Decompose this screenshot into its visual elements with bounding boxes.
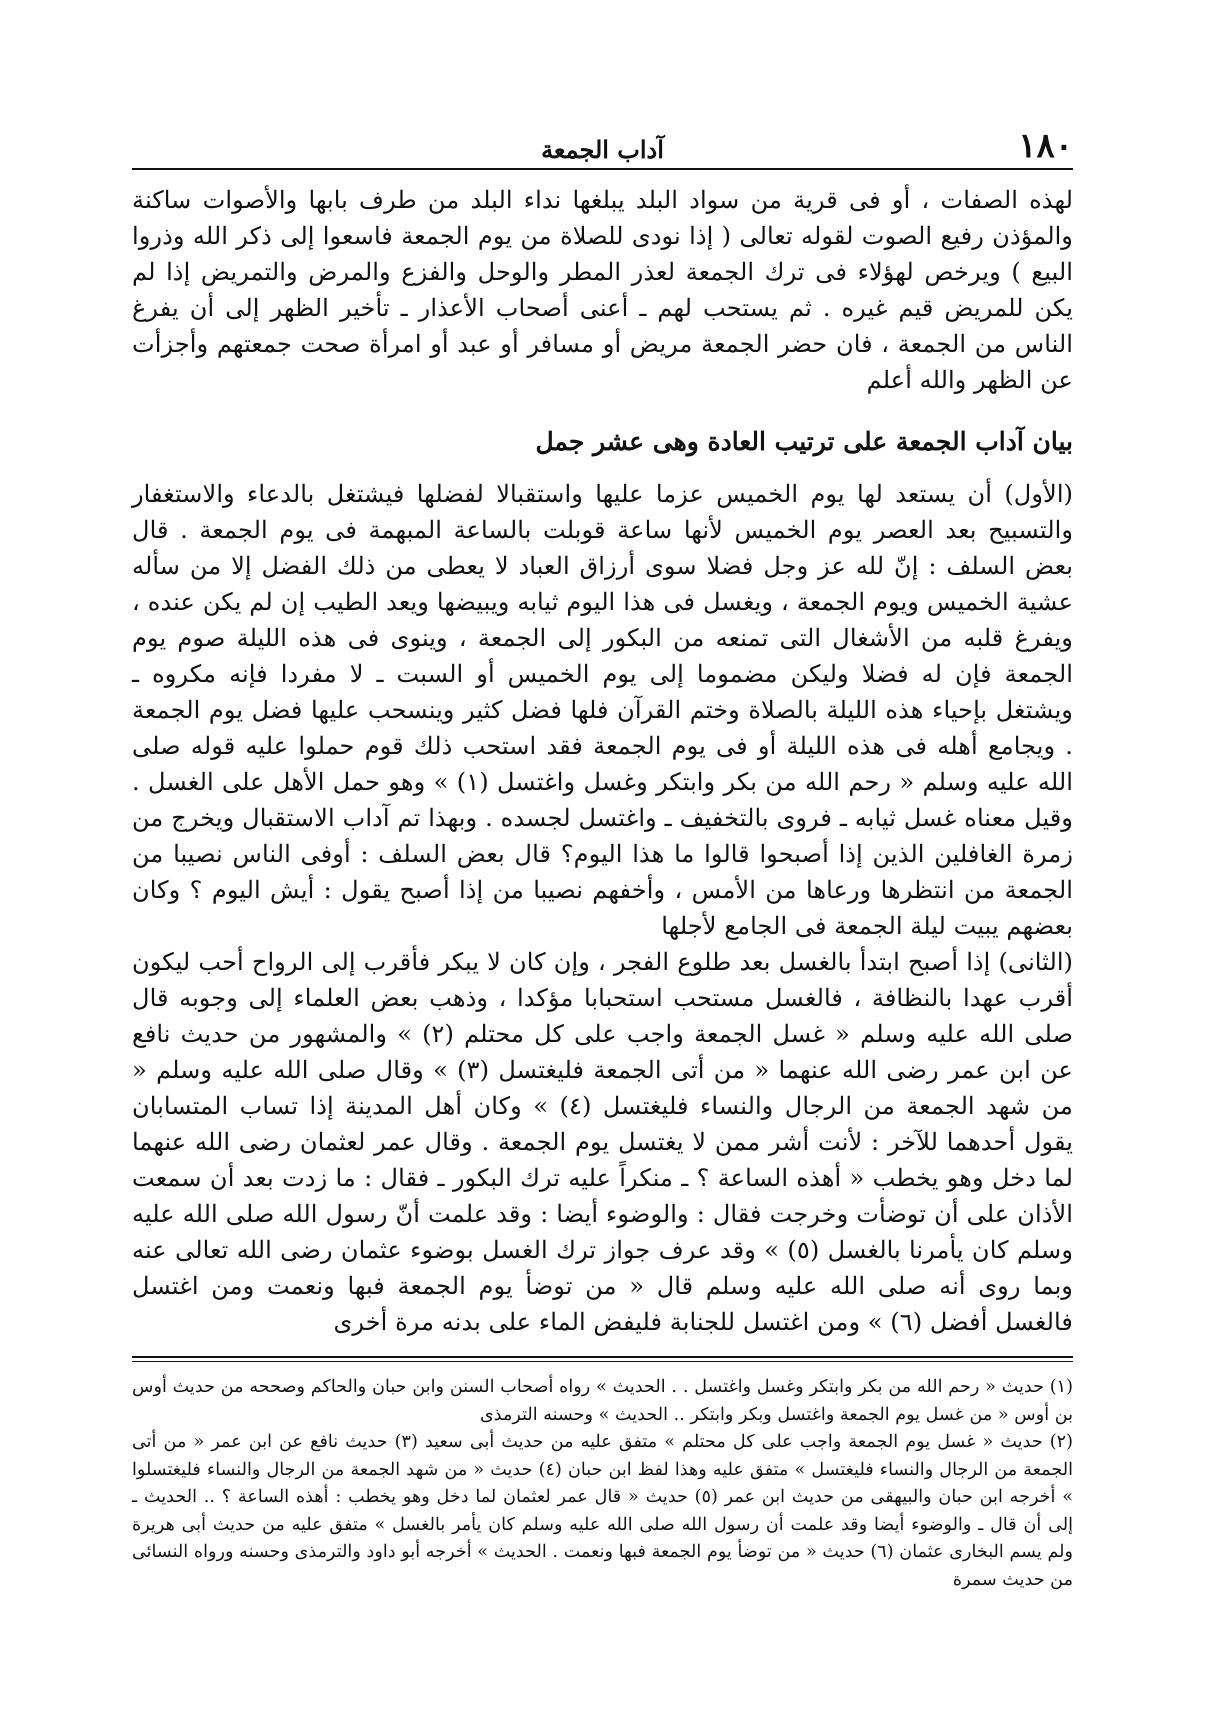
page-number: ١٨٠	[1018, 126, 1073, 166]
running-title: آداب الجمعة	[541, 135, 664, 164]
main-text	[132, 182, 1073, 1340]
section-title: بيان آداب الجمعة على ترتيب العادة وهى عشر جمل	[535, 427, 1073, 456]
footnotes	[132, 1374, 1073, 1594]
page-header	[132, 126, 1073, 170]
footnote-divider	[132, 1356, 1073, 1362]
paragraph-first-etiquette: (الأول) أن يستعد لها يوم الخميس عزما عليها واستقبالا لفضلها فيشتغل بالدعاء والاستغفار والتسبيح بعد العصر يوم الخميس لأنها ساعة قوبلت بالساعة المبهمة فى يوم الجمعة . قال بعض السلف : إنّ لله عز وجل فضلا سوى أرزاق العباد لا يعطى من ذلك الفضل إلا من سأله عشية الخميس ويوم الجمعة ، ويغسل فى هذا اليوم ثيابه ويبيضها ويعد الطيب إن لم يكن عنده ، ويفرغ قلبه من الأشغال التى تمنعه من البكور إلى الجمعة ، وينوى فى هذه الليلة صوم يوم الجمعة فإن له فضلا وليكن مضموما إلى يوم الخميس أو السبت ـ لا مفردا فإنه مكروه ـ ويشتغل بإحياء هذه الليلة بالصلاة وختم القرآن فلها فضل كثير وينسحب عليها فضل يوم الجمعة . ويجامع أهله فى هذه الليلة أو فى يوم الجمعة فقد استحب ذلك قوم حملوا عليه قوله صلى الله عليه وسلم « رحم الله من بكر وابتكر وغسل واغتسل (١) » وهو حمل الأهل على الغسل . وقيل معناه غسل ثيابه ـ فروى بالتخفيف ـ واغتسل لجسده . وبهذا تم آداب الاستقبال ويخرج من زمرة الغافلين الذين إذا أصبحوا قالوا ما هذا اليوم؟ قال بعض السلف : أوفى الناس نصيبا من الجمعة من انتظرها ورعاها من الأمس ، وأخفهم نصيبا من إذا أصبح يقول : أيش اليوم ؟ وكان بعضهم يبيت ليلة الجمعة فى الجامع لأجلها	[132, 480, 1073, 940]
paragraph-second-etiquette: (الثانى) إذا أصبح ابتدأ بالغسل بعد طلوع الفجر ، وإن كان لا يبكر فأقرب إلى الرواح أحب ليكون أقرب عهدا بالنظافة ، فالغسل مستحب استحبابا مؤكدا ، وذهب بعض العلماء إلى وجوبه قال صلى الله عليه وسلم « غسل الجمعة واجب على كل محتلم (٢) » والمشهور من حديث نافع عن ابن عمر رضى الله عنهما « من أتى الجمعة فليغتسل (٣) » وقال صلى الله عليه وسلم « من شهد الجمعة من الرجال والنساء فليغتسل (٤) » وكان أهل المدينة إذا تساب المتسابان يقول أحدهما للآخر : لأنت أشر ممن لا يغتسل يوم الجمعة . وقال عمر لعثمان رضى الله عنهما لما دخل وهو يخطب « أهذه الساعة ؟ ـ منكراً عليه ترك البكور ـ فقال : ما زدت بعد أن سمعت الأذان على أن توضأت وخرجت فقال : والوضوء أيضا : وقد علمت أنّ رسول الله صلى الله عليه وسلم كان يأمرنا بالغسل (٥) » وقد عرف جواز ترك الغسل بوضوء عثمان رضى الله تعالى عنه وبما روى أنه صلى الله عليه وسلم قال « من توضأ يوم الجمعة فبها ونعمت ومن اغتسل فالغسل أفضل (٦) » ومن اغتسل للجنابة فليفض الماء على بدنه مرة أخرى	[132, 948, 1073, 1336]
footnote-item: (٢) حديث « غسل يوم الجمعة واجب على كل محتلم » متفق عليه من حديث أبى سعيد (٣) حديث نافع عن ابن عمر « من أتى الجمعة من الرجال والنساء فليغتسل » متفق عليه وهذا لفظ ابن حبان (٤) حديث « من شهد الجمعة من الرجال والنساء فليغتسلوا » أخرجه ابن حبان والبيهقى من حديث ابن عمر (٥) حديث « قال عمر لعثمان لما دخل وهو يخطب : أهذه الساعة ؟ .. الحديث ـ إلى أن قال ـ والوضوء أيضا وقد علمت أن رسول الله صلى الله عليه وسلم كان يأمر بالغسل » متفق عليه من حديث أبى هريرة ولم يسم البخارى عثمان (٦) حديث « من توضأ يوم الجمعة فبها ونعمت . الحديث » أخرجه أبو داود والترمذى وحسنه ورواه النسائى من حديث سمرة	[132, 1432, 1074, 1590]
footnote-item: (١) حديث « رحم الله من بكر وابتكر وغسل واغتسل . . الحديث » رواه أصحاب السنن وابن حبان والحاكم وصححه من حديث أوس بن أوس « من غسل يوم الجمعة واغتسل وبكر وابتكر .. الحديث » وحسنه الترمذى	[132, 1377, 1073, 1425]
intro-paragraph: لهذه الصفات ، أو فى قرية من سواد البلد يبلغها نداء البلد من طرف بابها والأصوات ساكنة والمؤذن رفيع الصوت لقوله تعالى ( إذا نودى للصلاة من يوم الجمعة فاسعوا إلى ذكر الله وذروا البيع ) ويرخص لهؤلاء فى ترك الجمعة لعذر المطر والوحل والفزع والمرض والتمريض إذا لم يكن للمريض قيم غيره . ثم يستحب لهم ـ أعنى أصحاب الأعذار ـ تأخير الظهر إلى أن يفرغ الناس من الجمعة ، فان حضر الجمعة مريض أو مسافر أو عبد أو امرأة صحت جمعتهم وأجزأت عن الظهر والله أعلم	[132, 186, 1073, 394]
